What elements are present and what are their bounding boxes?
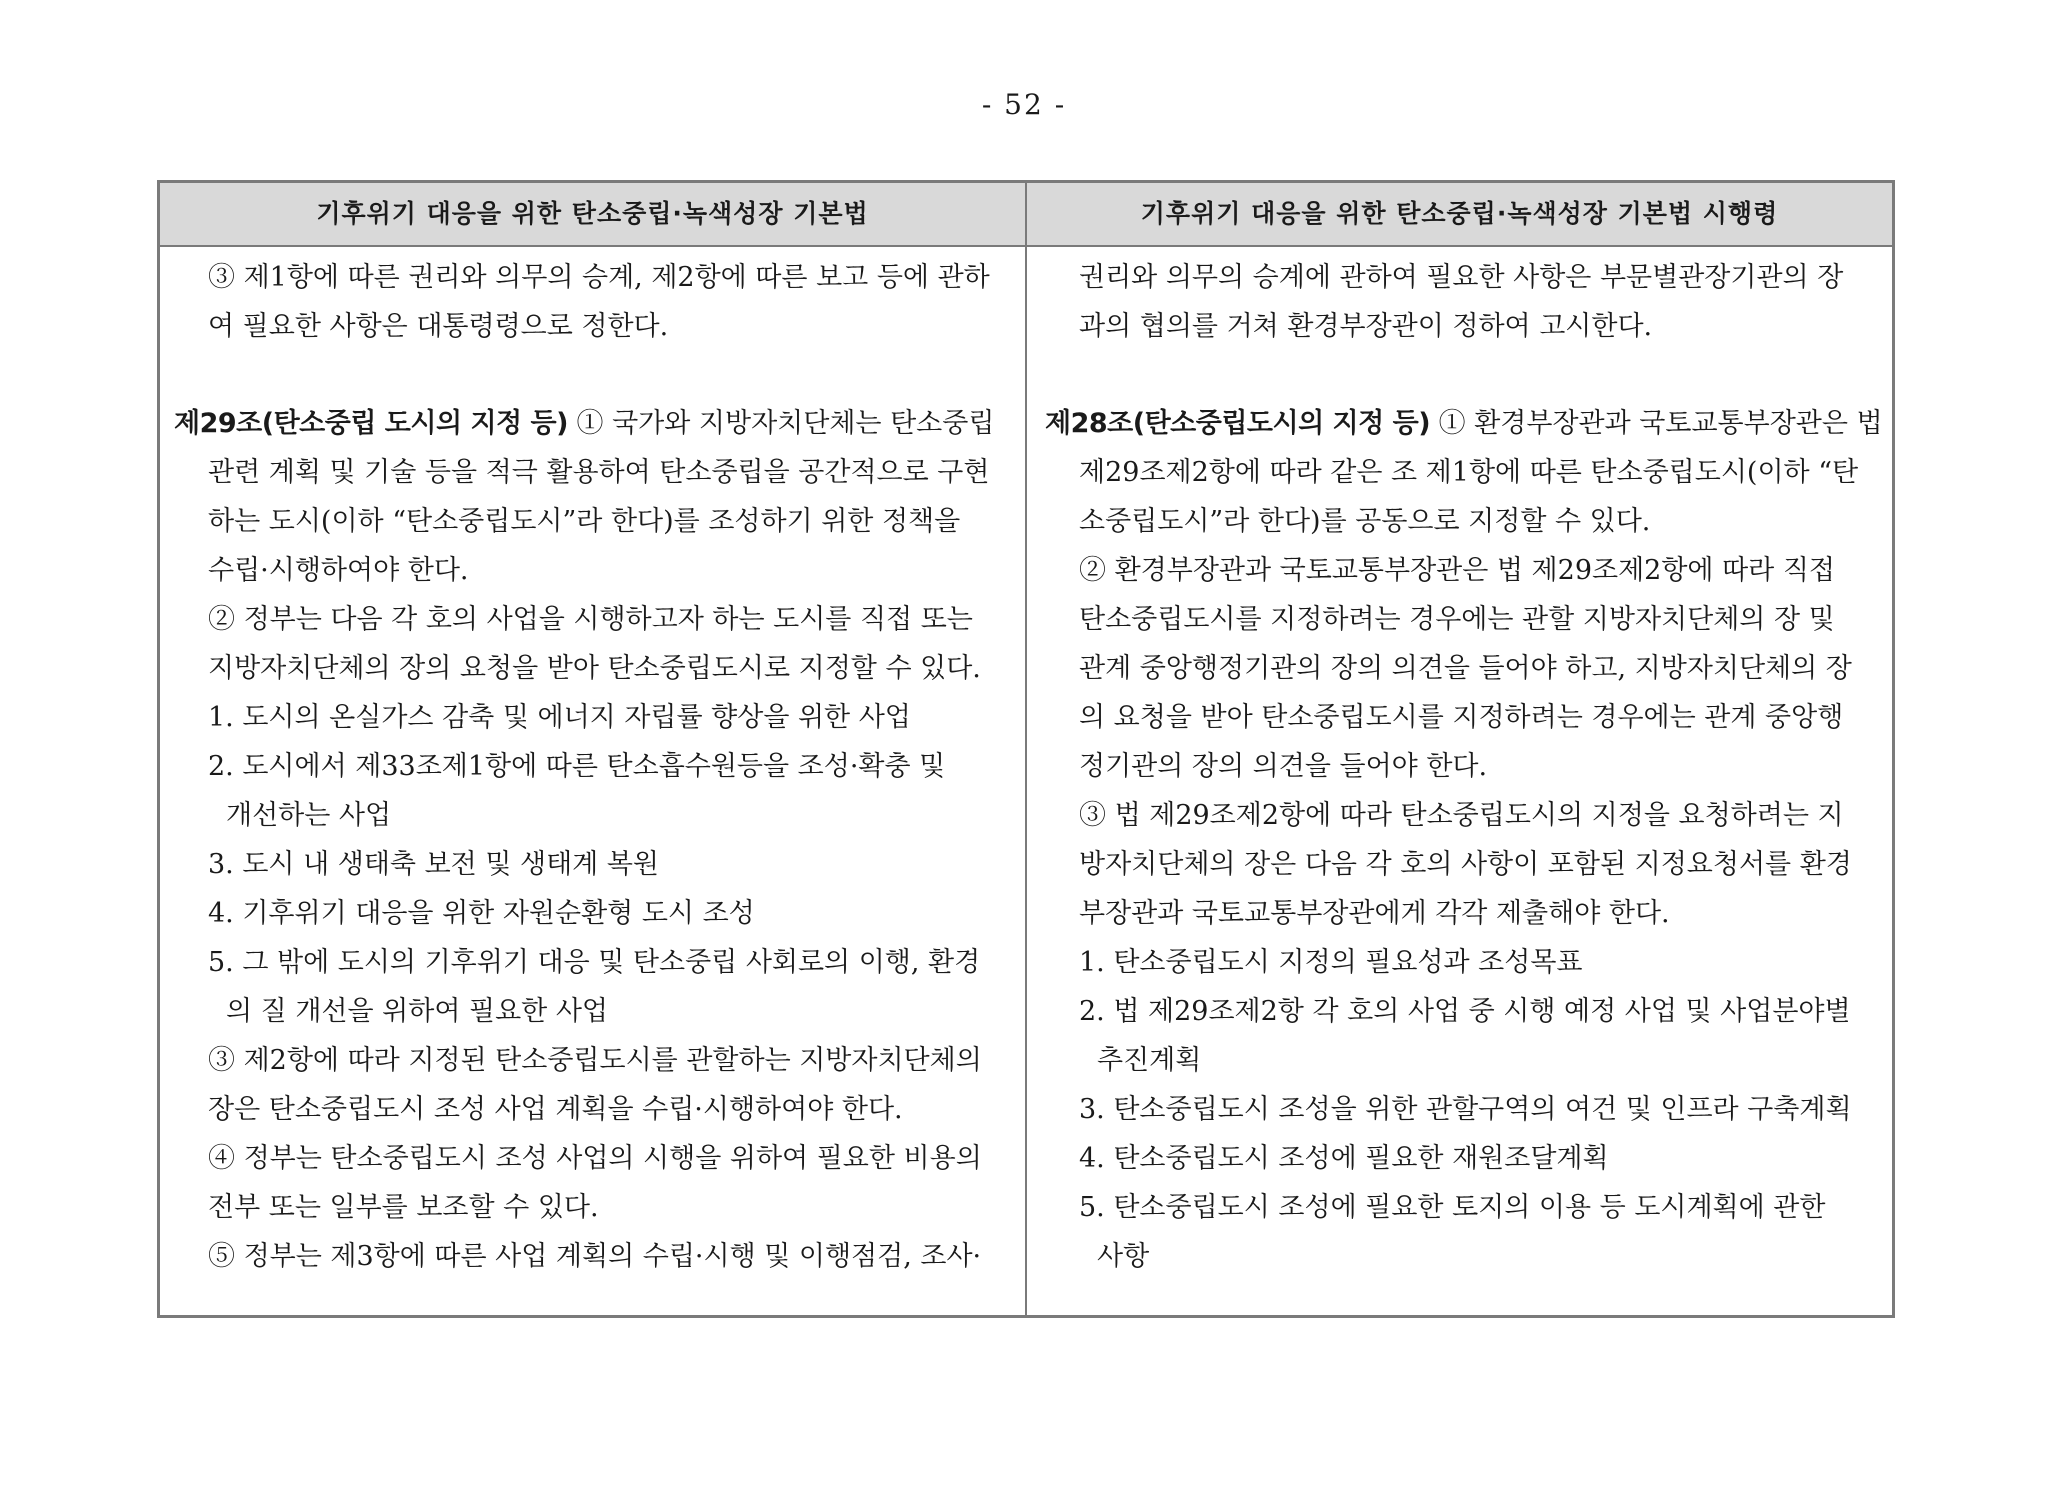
decree-text-line: 제29조제2항에 따라 같은 조 제1항에 따른 탄소중립도시(이하 “탄: [1079, 457, 1859, 488]
header-law: 기후위기 대응을 위한 탄소중립·녹색성장 기본법: [316, 199, 869, 228]
decree-text-line: ③ 법 제29조제2항에 따라 탄소중립도시의 지정을 요청하려는 지: [1079, 800, 1844, 831]
law-text-line: 전부 또는 일부를 보조할 수 있다.: [208, 1192, 599, 1223]
decree-text-line: 탄소중립도시를 지정하려는 경우에는 관할 지방자치단체의 장 및: [1079, 604, 1835, 635]
law-text-line: 여 필요한 사항은 대통령령으로 정한다.: [208, 311, 669, 342]
decree-text-line: 방자치단체의 장은 다음 각 호의 사항이 포함된 지정요청서를 환경: [1079, 849, 1852, 880]
decree-text-line: 과의 협의를 거쳐 환경부장관이 정하여 고시한다.: [1079, 311, 1653, 342]
decree-text-line: 2. 법 제29조제2항 각 호의 사업 중 시행 예정 사업 및 사업분야별: [1079, 996, 1851, 1027]
section-gap: [1045, 351, 1878, 399]
law-text-line: 1. 도시의 온실가스 감축 및 에너지 자립률 향상을 위한 사업: [208, 702, 911, 733]
law-text-line: 개선하는 사업: [226, 800, 392, 831]
law-column: [160, 247, 1025, 1315]
page-number: - 52 -: [981, 88, 1067, 121]
decree-text-line: 부장관과 국토교통부장관에게 각각 제출해야 한다.: [1079, 898, 1670, 929]
decree-text-line: 1. 탄소중립도시 지정의 필요성과 조성목표: [1079, 947, 1583, 978]
decree-text-line: 관계 중앙행정기관의 장의 의견을 들어야 하고, 지방자치단체의 장: [1079, 653, 1852, 684]
law-text-line: 의 질 개선을 위하여 필요한 사업: [226, 996, 608, 1027]
law-text-line: ② 정부는 다음 각 호의 사업을 시행하고자 하는 도시를 직접 또는: [208, 604, 973, 635]
decree-text-line: 3. 탄소중립도시 조성을 위한 관할구역의 여건 및 인프라 구축계획: [1079, 1094, 1852, 1125]
law-text-line: 수립·시행하여야 한다.: [208, 555, 469, 586]
decree-text-line: 의 요청을 받아 탄소중립도시를 지정하려는 경우에는 관계 중앙행: [1079, 702, 1844, 733]
law-text-line: ③ 제2항에 따라 지정된 탄소중립도시를 관할하는 지방자치단체의: [208, 1045, 982, 1076]
law-text-line: 3. 도시 내 생태축 보전 및 생태계 복원: [208, 849, 659, 880]
law-text-line: 2. 도시에서 제33조제1항에 따른 탄소흡수원등을 조성·확충 및: [208, 751, 946, 782]
law-text-line: ④ 정부는 탄소중립도시 조성 사업의 시행을 위하여 필요한 비용의: [208, 1143, 982, 1174]
decree-text-line: 정기관의 장의 의견을 들어야 한다.: [1079, 751, 1488, 782]
decree-column: [1027, 247, 1892, 1315]
header-decree: 기후위기 대응을 위한 탄소중립·녹색성장 기본법 시행령: [1140, 199, 1779, 228]
decree-text-line: 사항: [1097, 1241, 1150, 1272]
comparison-table: [157, 180, 1895, 1318]
decree-text-line: 소중립도시”라 한다)를 공동으로 지정할 수 있다.: [1079, 506, 1651, 537]
decree-text-line: ② 환경부장관과 국토교통부장관은 법 제29조제2항에 따라 직접: [1079, 555, 1835, 586]
section-gap: [174, 351, 1011, 399]
law-text-line: 지방자치단체의 장의 요청을 받아 탄소중립도시로 지정할 수 있다.: [208, 653, 981, 684]
law-text-line: 하는 도시(이하 “탄소중립도시”라 한다)를 조성하기 위한 정책을: [208, 506, 961, 537]
law-text-line: 장은 탄소중립도시 조성 사업 계획을 수립·시행하여야 한다.: [208, 1094, 903, 1125]
law-text-line: ⑤ 정부는 제3항에 따른 사업 계획의 수립·시행 및 이행점검, 조사·: [208, 1241, 982, 1272]
decree-article-heading: [1045, 399, 1883, 448]
law-text-line: 5. 그 밖에 도시의 기후위기 대응 및 탄소중립 사회로의 이행, 환경: [208, 947, 981, 978]
decree-text-line: 4. 탄소중립도시 조성에 필요한 재원조달계획: [1079, 1143, 1609, 1174]
article-first-line: ① 국가와 지방자치단체는 탄소중립: [567, 408, 995, 439]
decree-text-line: 권리와 의무의 승계에 관하여 필요한 사항은 부문별관장기관의 장: [1079, 262, 1844, 293]
article-first-line: ① 환경부장관과 국토교통부장관은 법: [1430, 408, 1883, 439]
law-text-line: 관련 계획 및 기술 등을 적극 활용하여 탄소중립을 공간적으로 구현: [208, 457, 990, 488]
law-article-heading: [174, 399, 1011, 448]
decree-text-line: 추진계획: [1097, 1045, 1202, 1076]
article-title: 제28조(탄소중립도시의 지정 등): [1045, 408, 1431, 439]
decree-text-line: 5. 탄소중립도시 조성에 필요한 토지의 이용 등 도시계획에 관한: [1079, 1192, 1826, 1223]
article-title: 제29조(탄소중립 도시의 지정 등): [174, 408, 568, 439]
law-text-line: ③ 제1항에 따른 권리와 의무의 승계, 제2항에 따른 보고 등에 관하: [208, 262, 990, 293]
law-text-line: 4. 기후위기 대응을 위한 자원순환형 도시 조성: [208, 898, 755, 929]
